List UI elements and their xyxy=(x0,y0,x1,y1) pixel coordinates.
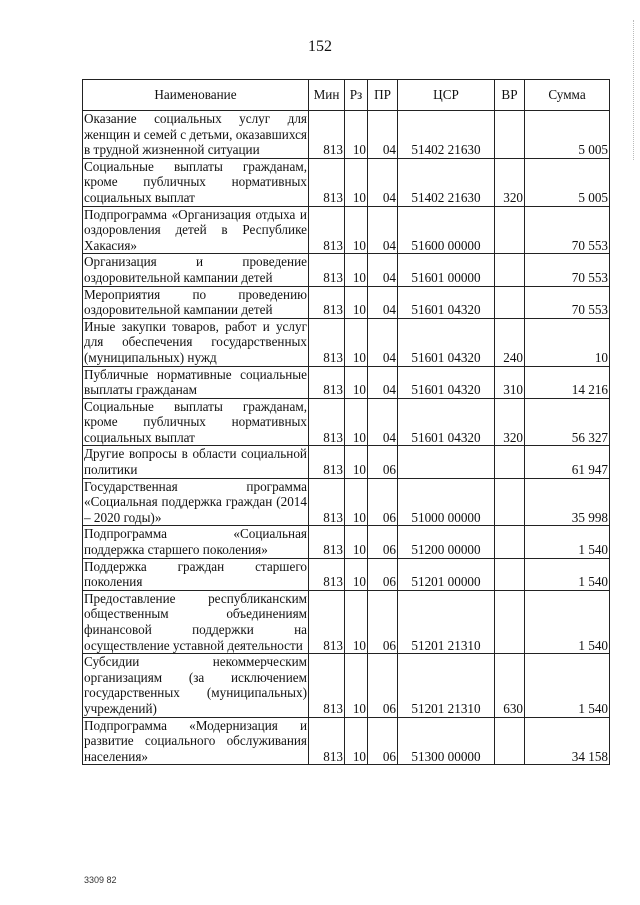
page-number: 152 xyxy=(308,38,332,55)
row-name: Организация и проведение оздоровительной кампании детей xyxy=(84,254,307,285)
row-sum: 1 540 xyxy=(525,654,610,717)
row-name: Подпрограмма «Социальная поддержка старшего поколения» xyxy=(84,526,307,558)
row-pr: 06 xyxy=(368,590,398,653)
table-row xyxy=(83,158,610,206)
table-row xyxy=(83,526,610,558)
row-vr xyxy=(495,558,525,590)
row-rz: 10 xyxy=(345,158,368,206)
row-pr: 06 xyxy=(368,526,398,558)
row-csr: 51201 21310 xyxy=(398,590,495,653)
row-min: 813 xyxy=(309,366,345,398)
row-pr: 04 xyxy=(368,254,398,286)
row-csr: 51601 04320 xyxy=(398,366,495,398)
row-csr xyxy=(398,446,495,478)
row-rz: 10 xyxy=(345,478,368,526)
row-min: 813 xyxy=(309,286,345,318)
row-pr: 04 xyxy=(368,318,398,366)
header-vr: ВР xyxy=(495,80,525,111)
row-min: 813 xyxy=(309,254,345,286)
row-csr: 51200 00000 xyxy=(398,526,495,558)
row-pr: 04 xyxy=(368,286,398,318)
row-pr: 06 xyxy=(368,558,398,590)
row-name: Мероприятия по проведению оздоровительной кампании детей xyxy=(84,286,307,318)
header-name: Наименование xyxy=(83,80,309,111)
row-name: Социальные выплаты гражданам, кроме публичных нормативных социальных выплат xyxy=(84,158,307,205)
table-row xyxy=(83,254,610,286)
row-name: Иные закупки товаров, работ и услуг для обеспечения государственных (муниципальных) нужд xyxy=(84,318,307,365)
footer-code: 3309 82 xyxy=(84,875,117,885)
row-name: Субсидии некоммерческим организациям (за исключением государственных (муниципальных) учреждений) xyxy=(84,654,307,716)
row-vr: 310 xyxy=(495,366,525,398)
row-vr xyxy=(495,446,525,478)
row-rz: 10 xyxy=(345,366,368,398)
table-header-row xyxy=(83,80,610,111)
row-name: Подпрограмма «Модернизация и развитие социального обслуживания населения» xyxy=(84,717,307,764)
row-sum: 10 xyxy=(525,318,610,366)
row-min: 813 xyxy=(309,158,345,206)
row-vr xyxy=(495,478,525,526)
row-pr: 06 xyxy=(368,717,398,765)
row-name: Поддержка граждан старшего поколения xyxy=(84,558,307,590)
row-pr: 06 xyxy=(368,478,398,526)
row-name: Оказание социальных услуг для женщин и семей с детьми, оказавшихся в трудной жизненной ситуации xyxy=(84,111,307,158)
row-rz: 10 xyxy=(345,526,368,558)
margin-marks xyxy=(630,20,634,160)
row-csr: 51601 00000 xyxy=(398,254,495,286)
row-min: 813 xyxy=(309,526,345,558)
table-row xyxy=(83,446,610,478)
table-row xyxy=(83,590,610,653)
table-row xyxy=(83,318,610,366)
row-vr: 320 xyxy=(495,398,525,446)
row-name: Предоставление республиканским общественным объединениям финансовой поддержки на осуществление уставной деятельности xyxy=(84,590,307,653)
row-vr xyxy=(495,717,525,765)
row-vr: 240 xyxy=(495,318,525,366)
row-name: Социальные выплаты гражданам, кроме публичных нормативных социальных выплат xyxy=(84,398,307,445)
row-rz: 10 xyxy=(345,590,368,653)
header-pr: ПР xyxy=(368,80,398,111)
row-min: 813 xyxy=(309,717,345,765)
row-sum: 14 216 xyxy=(525,366,610,398)
row-vr xyxy=(495,286,525,318)
row-vr: 320 xyxy=(495,158,525,206)
header-rz: Рз xyxy=(345,80,368,111)
row-sum: 5 005 xyxy=(525,158,610,206)
row-sum: 70 553 xyxy=(525,206,610,254)
table-row xyxy=(83,654,610,717)
row-rz: 10 xyxy=(345,558,368,590)
row-sum: 70 553 xyxy=(525,286,610,318)
row-csr: 51300 00000 xyxy=(398,717,495,765)
row-vr xyxy=(495,111,525,159)
row-csr: 51601 04320 xyxy=(398,318,495,366)
row-min: 813 xyxy=(309,318,345,366)
row-csr: 51000 00000 xyxy=(398,478,495,526)
row-rz: 10 xyxy=(345,398,368,446)
row-rz: 10 xyxy=(345,206,368,254)
row-rz: 10 xyxy=(345,254,368,286)
table-row xyxy=(83,717,610,765)
row-csr: 51601 04320 xyxy=(398,398,495,446)
row-sum: 1 540 xyxy=(525,526,610,558)
row-min: 813 xyxy=(309,590,345,653)
row-sum: 35 998 xyxy=(525,478,610,526)
row-sum: 70 553 xyxy=(525,254,610,286)
row-vr: 630 xyxy=(495,654,525,717)
header-min: Мин xyxy=(309,80,345,111)
row-name: Государственная программа «Социальная поддержка граждан (2014 – 2020 годы)» xyxy=(84,478,307,525)
row-rz: 10 xyxy=(345,111,368,159)
row-csr: 51201 00000 xyxy=(398,558,495,590)
row-csr: 51402 21630 xyxy=(398,111,495,159)
row-pr: 04 xyxy=(368,111,398,159)
row-csr: 51402 21630 xyxy=(398,158,495,206)
table-row xyxy=(83,206,610,254)
row-pr: 06 xyxy=(368,654,398,717)
header-csr: ЦСР xyxy=(398,80,495,111)
table-row xyxy=(83,558,610,590)
table-row xyxy=(83,286,610,318)
row-sum: 1 540 xyxy=(525,590,610,653)
row-rz: 10 xyxy=(345,446,368,478)
row-min: 813 xyxy=(309,111,345,159)
row-min: 813 xyxy=(309,558,345,590)
row-pr: 04 xyxy=(368,206,398,254)
row-csr: 51600 00000 xyxy=(398,206,495,254)
row-rz: 10 xyxy=(345,717,368,765)
table-row xyxy=(83,478,610,526)
row-csr: 51201 21310 xyxy=(398,654,495,717)
row-name: Другие вопросы в области социальной политики xyxy=(84,446,307,478)
table-row xyxy=(83,111,610,159)
row-min: 813 xyxy=(309,398,345,446)
row-min: 813 xyxy=(309,446,345,478)
row-vr xyxy=(495,590,525,653)
row-rz: 10 xyxy=(345,286,368,318)
row-vr xyxy=(495,526,525,558)
row-min: 813 xyxy=(309,478,345,526)
table-row xyxy=(83,398,610,446)
row-name: Подпрограмма «Организация отдыха и оздоровления детей в Республике Хакасия» xyxy=(84,206,307,253)
row-rz: 10 xyxy=(345,318,368,366)
row-sum: 34 158 xyxy=(525,717,610,765)
row-sum: 56 327 xyxy=(525,398,610,446)
row-pr: 04 xyxy=(368,366,398,398)
row-sum: 5 005 xyxy=(525,111,610,159)
row-vr xyxy=(495,254,525,286)
budget-table xyxy=(82,79,610,765)
row-pr: 04 xyxy=(368,158,398,206)
row-pr: 04 xyxy=(368,398,398,446)
row-sum: 61 947 xyxy=(525,446,610,478)
row-min: 813 xyxy=(309,654,345,717)
row-rz: 10 xyxy=(345,654,368,717)
header-sum: Сумма xyxy=(525,80,610,111)
row-min: 813 xyxy=(309,206,345,254)
row-sum: 1 540 xyxy=(525,558,610,590)
row-name: Публичные нормативные социальные выплаты гражданам xyxy=(84,366,307,398)
row-vr xyxy=(495,206,525,254)
row-pr: 06 xyxy=(368,446,398,478)
table-row xyxy=(83,366,610,398)
row-csr: 51601 04320 xyxy=(398,286,495,318)
